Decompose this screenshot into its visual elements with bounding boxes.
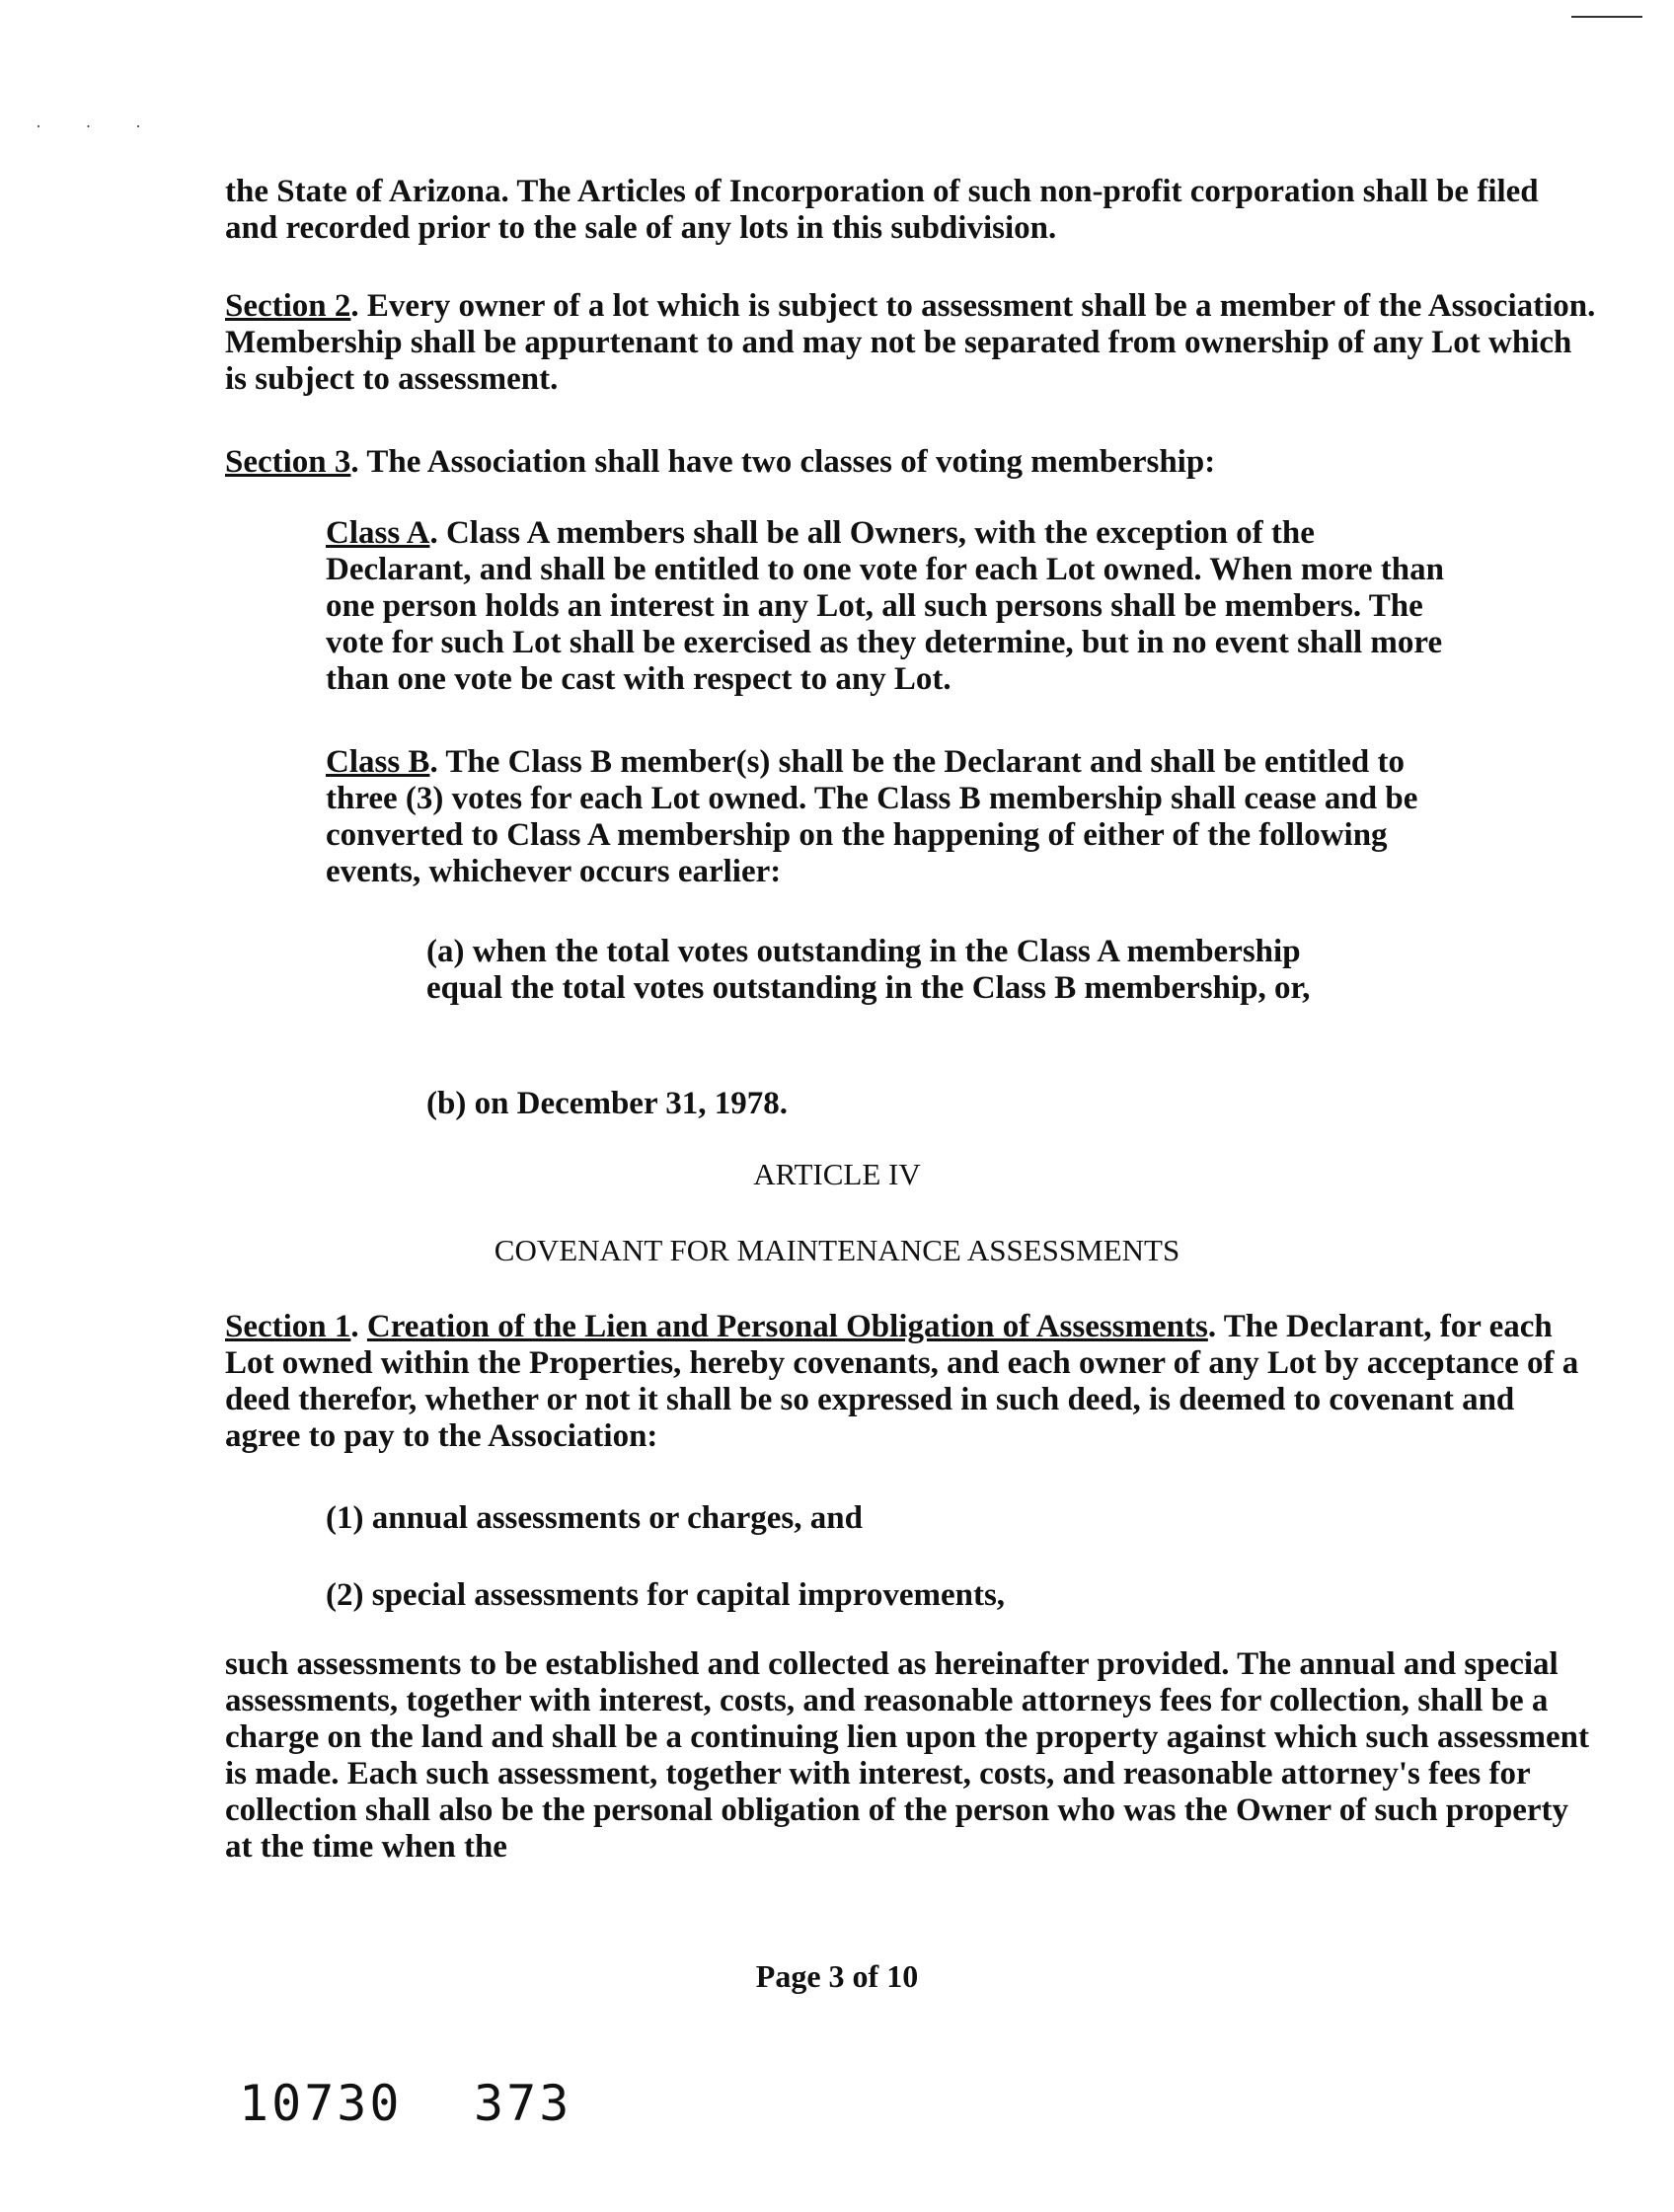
article-4-section-1-subheading: Creation of the Lien and Personal Obligation of Assessments	[366, 1309, 1208, 1344]
article-4-section-1-heading: Section 1	[225, 1309, 351, 1344]
section-2-paragraph	[225, 288, 1597, 398]
scan-specks: · · ·	[36, 116, 161, 136]
list-item-2: (2) special assessments for capital improvements,	[326, 1577, 1006, 1613]
recording-page-number: 373	[474, 2075, 572, 2132]
recording-book-number: 10730	[239, 2075, 403, 2132]
article-4-section-1-paragraph: Section 1. Creation of the Lien and Personal Obligation of Assessments. The Declarant, for each Lot owned within the Properties, hereby covenants, and each owner of any Lot by acceptance of a deed therefor, whether or not it shall be so expressed in such deed, is deemed to covenant and agree to pay to the Association:	[225, 1309, 1579, 1454]
class-b-paragraph	[326, 744, 1461, 890]
page-number: Page 3 of 10	[755, 1958, 919, 1994]
class-b-text: . The Class B member(s) shall be the Declarant and shall be entitled to three (3) votes for each Lot owned. The Class B membership shall cease and be converted to Class A membership on the happening of either of the following events, whichever occurs earlier:	[326, 744, 1418, 889]
item-b-paragraph: (b) on December 31, 1978.	[426, 1086, 788, 1121]
article-title: ARTICLE IV	[753, 1157, 921, 1191]
article-subtitle: COVENANT FOR MAINTENANCE ASSESSMENTS	[494, 1233, 1180, 1267]
article-4-section-1-text: . The Declarant, for each Lot owned within the Properties, hereby covenants, and each owner of any Lot by acceptance of a deed therefor, whether or not it shall be so expressed in such deed, is deemed to covenant and agree to pay to the Association:	[225, 1309, 1579, 1454]
section-2-heading: Section 2	[225, 288, 351, 324]
class-a-heading: Class A	[326, 515, 430, 551]
class-a-paragraph	[326, 515, 1461, 698]
section-2-text: . Every owner of a lot which is subject to assessment shall be a member of the Association. Membership shall be appurtenant to and may not be separated from ownership of any Lot which is subject to assessment.	[225, 288, 1596, 397]
top-continuation-paragraph: the State of Arizona. The Articles of Incorporation of such non-profit corporation shall be filed and recorded prior to the sale of any lots in this subdivision.	[225, 174, 1539, 246]
closing-paragraph: such assessments to be established and collected as hereinafter provided. The annual and special assessments, together with interest, costs, and reasonable attorneys fees for collection, shall be a charge on the land and shall be a continuing lien upon the property against which such assessment is made. Each such assessment, together with interest, costs, and reasonable attorney's fees for collection shall also be the personal obligation of the person who was the Owner of such property at the time when the	[225, 1646, 1589, 1865]
class-b-heading: Class B	[326, 744, 430, 780]
list-item-1: (1) annual assessments or charges, and	[326, 1500, 863, 1536]
section-3-text: . The Association shall have two classes of voting membership:	[350, 444, 1216, 480]
corner-mark	[1571, 16, 1642, 18]
class-a-text: . Class A members shall be all Owners, with the exception of the Declarant, and shall be entitled to one vote for each Lot owned. When more than one person holds an interest in any Lot, all such persons shall be members. The vote for such Lot shall be exercised as they determine, but in no event shall more than one vote be cast with respect to any Lot.	[326, 515, 1444, 697]
item-a-paragraph: (a) when the total votes outstanding in the Class A membership equal the total votes outstanding in the Class B membership, or,	[426, 934, 1311, 1006]
section-3-paragraph	[225, 444, 1597, 481]
section-3-heading: Section 3	[225, 444, 351, 480]
